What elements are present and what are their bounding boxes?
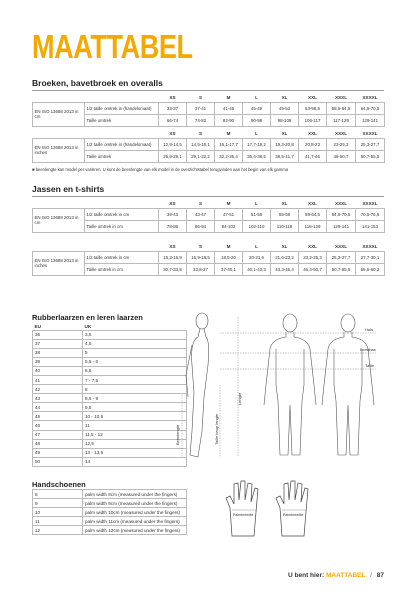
size-value: 14,5-16,1 [187,138,215,150]
uk-size: 11,5 - 12 [83,430,187,439]
eu-size: 42 [33,385,83,394]
section-title-jackets: Jassen en t-shirts [32,184,105,194]
size-value: 27,7-30,1 [356,251,385,263]
back-figure-arms [322,332,374,405]
size-value: 40,1-43,3 [243,263,271,275]
side-figure-body [190,329,209,457]
label-taille: Taille [365,363,375,368]
header-spacer [85,93,159,102]
row-label: Taille omtrek in cm [85,220,159,232]
section-title-boots: Rubberlaarzen en leren laarzen [32,313,143,322]
size-header: XXXL [335,94,347,100]
eu-size: 40 [33,366,83,375]
size-value: 50,7-55,5 [356,150,385,162]
side-figure-arm [186,345,192,397]
size-header: XXXXL [362,200,378,206]
size-value: 78-86 [159,220,187,232]
size-value: 129-141 [327,220,356,232]
size-value: 38,5-41,7 [271,150,299,162]
size-header: XXXXL [362,243,378,249]
footer-prefix: U bent hier: [288,572,325,579]
page-footer: U bent hier: MAATTABEL / 87 [288,572,384,579]
row-label: 1/2 taille omtrek in cm [85,208,159,220]
size-value: 43,3-46,4 [271,263,299,275]
uk-size: 6,5 [83,366,187,375]
standard-label: EN ISO 13688 2013 in cm [33,102,85,126]
size-table-jackets-cm [32,199,385,233]
table-row [33,403,187,412]
label-taille-heup-lengte: Taille heup lengte [214,413,219,445]
uk-size: 9,5 [83,403,187,412]
header-spacer [33,199,85,208]
table-row [33,430,187,439]
size-value: 43-47 [187,208,215,220]
section-title-gloves: Handschoenen [32,480,86,489]
front-figure-head [283,314,297,332]
size-header: XXL [308,130,317,136]
header-spacer [85,129,159,138]
size-value: 94-102 [215,220,243,232]
table-row [33,394,187,403]
label-lengte: Lengte [237,392,242,405]
size-value: 25,9-29,1 [159,150,187,162]
uk-size: 8,5 - 9 [83,394,187,403]
size-header: S [198,94,203,100]
label-beenlengte: Beenlengte [175,424,180,445]
size-header: S [198,130,203,136]
table-row [33,499,187,508]
eu-size: 36 [33,330,83,339]
gloves-figure [222,478,322,538]
size-value: 58,5-64,5 [327,102,356,114]
glove-description: palm width 12cm (measured under the fingers) [83,526,187,535]
size-header: XXL [308,243,317,249]
size-value: 47-51 [215,208,243,220]
size-value: 19,3-20,8 [271,138,299,150]
size-value: 117-129 [327,114,356,126]
boots-size-table [32,323,187,467]
size-value: 37-40,1 [215,263,243,275]
size-header: M [226,130,231,136]
size-value: 41-45 [215,102,243,114]
table-row [33,357,187,366]
size-value: 64,5-70,5 [356,102,385,114]
size-value: 15,3-16,9 [159,251,187,263]
table-row [33,263,385,275]
header-spacer [85,199,159,208]
table-row [33,114,385,126]
size-header: L [255,243,258,249]
size-value: 16,9-18,5 [187,251,215,263]
glove-description: palm width 9cm (measured under the fingers) [83,499,187,508]
size-value: 141-153 [356,220,385,232]
glove-description: palm width 10cm (measured under the fingers) [83,508,187,517]
glove-description: palm width 11cm (measured under the fingers) [83,517,187,526]
table-row [33,526,187,535]
size-value: 53-58,5 [299,102,327,114]
uk-size: 12,5 [83,439,187,448]
eu-size: 37 [33,339,83,348]
uk-size: 7 - 7,5 [83,375,187,384]
size-header: L [255,130,258,136]
row-label: 1/2 taille omtrek in (handelsmaat) [85,138,159,150]
size-value: 46-50,7 [327,150,356,162]
glove-description: palm width 8cm (measured under the fingers) [83,490,187,499]
table-row [33,517,187,526]
glove-size: 12 [33,526,83,535]
eu-size: 50 [33,457,83,466]
size-value: 23,2-25,3 [299,251,327,263]
eu-size: 48 [33,439,83,448]
size-value: 20-21,6 [243,251,271,263]
right-glove [276,481,308,536]
size-value: 51-55 [243,208,271,220]
size-value: 49-53 [271,102,299,114]
size-value: 29,1-32,2 [187,150,215,162]
table-row [33,220,385,232]
section-divider [32,90,384,91]
size-header: XS [169,200,176,206]
size-value: 17,7-19,2 [243,138,271,150]
table-row [33,330,187,339]
row-label: Taille omtrek in cm [85,263,159,275]
size-value: 33,8-37 [187,263,215,275]
standard-label: EN ISO 13688 2013 in cm [33,208,85,232]
size-header: L [255,200,258,206]
eu-size: 47 [33,430,83,439]
side-figure-head [196,313,208,329]
size-value: 70,5-76,5 [356,208,385,220]
table-row [33,508,187,517]
size-value: 37-41 [187,102,215,114]
size-value: 45-49 [243,102,271,114]
eu-size: 41 [33,375,83,384]
size-header: XXXL [335,200,347,206]
size-value: 106-117 [299,114,327,126]
size-value: 23-25,3 [327,138,356,150]
section-divider [32,196,384,197]
size-header: XXXL [335,130,347,136]
standard-label: EN ISO 13688 2013 in inches [33,138,85,162]
uk-size: 8 [83,385,187,394]
size-value: 30,7-33,8 [159,263,187,275]
uk-size: 4,5 [83,339,187,348]
table-row [33,421,187,430]
boots-header: EU [34,323,41,329]
table-row [33,375,187,384]
size-header: S [198,200,203,206]
size-header: XL [281,94,288,100]
size-value: 25,3-27,7 [356,138,385,150]
front-figure-torso-legs [276,349,304,455]
uk-size: 5 [83,348,187,357]
size-header: XXXXL [362,94,378,100]
table-row [33,439,187,448]
glove-size: 10 [33,508,83,517]
size-value: 55,5-60,2 [356,263,385,275]
page-title: MAATTABEL [32,28,193,65]
size-value: 86-94 [187,220,215,232]
table-row [33,348,187,357]
palm-width-label-left: Palmbreedte [233,513,254,517]
size-header: XS [169,243,176,249]
size-value: 98-106 [271,114,299,126]
glove-size: 11 [33,517,83,526]
uk-size: 5,5 - 6 [83,357,187,366]
size-value: 16,1-17,7 [215,138,243,150]
size-value: 25,3-27,7 [327,251,356,263]
table-row [33,208,385,220]
row-label: 1/2 taille omtrek in cm [85,251,159,263]
table-row [33,448,187,457]
size-value: 32,2-35,4 [215,150,243,162]
table-row [33,457,187,466]
header-spacer [33,93,85,102]
uk-size: 3,5 [83,330,187,339]
left-glove [226,481,258,536]
uk-size: 10 - 10,5 [83,412,187,421]
size-value: 35,4-38,5 [243,150,271,162]
size-header: XXXXL [362,130,378,136]
size-header: XXL [308,200,317,206]
eu-size: 39 [33,357,83,366]
eu-size: 45 [33,412,83,421]
back-figure-head [341,314,355,332]
size-header: XS [169,94,176,100]
eu-size: 38 [33,348,83,357]
size-value: 59-64,5 [299,208,327,220]
size-header: XL [281,130,288,136]
size-value: 66-74 [159,114,187,126]
uk-size: 14 [83,457,187,466]
size-header: XS [169,130,176,136]
uk-size: 11 [83,421,187,430]
size-table-jackets-inch [32,242,385,276]
size-value: 33-37 [159,102,187,114]
size-value: 12,9-14,5 [159,138,187,150]
table-row [33,138,385,150]
size-header: M [226,243,231,249]
header-spacer [85,242,159,251]
size-header: XL [281,200,288,206]
label-borstbas: Borstbas [360,347,376,352]
size-value: 20,8-23 [299,138,327,150]
size-value: 90-98 [243,114,271,126]
size-value: 18,5-20 [215,251,243,263]
palm-width-label-right: Palmbreedte [283,513,304,517]
back-figure-torso-legs [334,349,362,455]
size-value: 50,7-55,5 [327,263,356,275]
header-spacer [33,242,85,251]
table-row [33,251,385,263]
size-value: 64,5-70,5 [327,208,356,220]
header-spacer [33,129,85,138]
table-row [33,412,187,421]
size-table-trousers-inch [32,129,385,163]
size-header: M [226,200,231,206]
size-header: XXXL [335,243,347,249]
table-row [33,366,187,375]
eu-size: 49 [33,448,83,457]
body-measurement-figure [175,305,384,465]
leg-length-note: ■ beenlengte kan model per variëren. U kunt de beenlengte van elk model in de overzichtstabel terugvinden aan het begin van elk gamma [32,167,289,172]
table-row [33,385,187,394]
footer-section[interactable]: MAATTABEL [325,572,366,579]
size-table-trousers-cm [32,93,385,127]
size-value: 74-82 [187,114,215,126]
standard-label: EN ISO 13688 2013 in inches [33,251,85,275]
glove-size: 9 [33,499,83,508]
size-value: 110-118 [271,220,299,232]
glove-size: 8 [33,490,83,499]
boots-header: UK [84,323,92,329]
table-row [33,150,385,162]
size-value: 21,6-23,2 [271,251,299,263]
gloves-size-table [32,489,187,535]
size-value: 39-43 [159,208,187,220]
size-value: 46,4-50,7 [299,263,327,275]
eu-size: 46 [33,421,83,430]
table-row [33,102,385,114]
table-row [33,339,187,348]
size-value: 82-90 [215,114,243,126]
row-label: Taille omtrek [85,114,159,126]
row-label: 1/2 taille omtrek in (handelsmaat) [85,102,159,114]
size-value: 129-141 [356,114,385,126]
label-hals: Hals [365,327,374,332]
table-row [33,490,187,499]
size-header: S [198,243,203,249]
uk-size: 13 - 13,5 [83,448,187,457]
size-value: 118-129 [299,220,327,232]
row-label: Taille omtrek [85,150,159,162]
size-header: M [226,94,231,100]
size-header: XXL [308,94,317,100]
eu-size: 43 [33,394,83,403]
page-number: 87 [376,572,384,579]
size-header: L [255,94,258,100]
size-value: 102-110 [243,220,271,232]
front-figure-arms [264,332,316,405]
eu-size: 44 [33,403,83,412]
size-value: 55-59 [271,208,299,220]
size-value: 41,7-46 [299,150,327,162]
section-title-trousers: Broeken, bavetbroek en overalls [32,78,163,88]
size-header: XL [281,243,288,249]
